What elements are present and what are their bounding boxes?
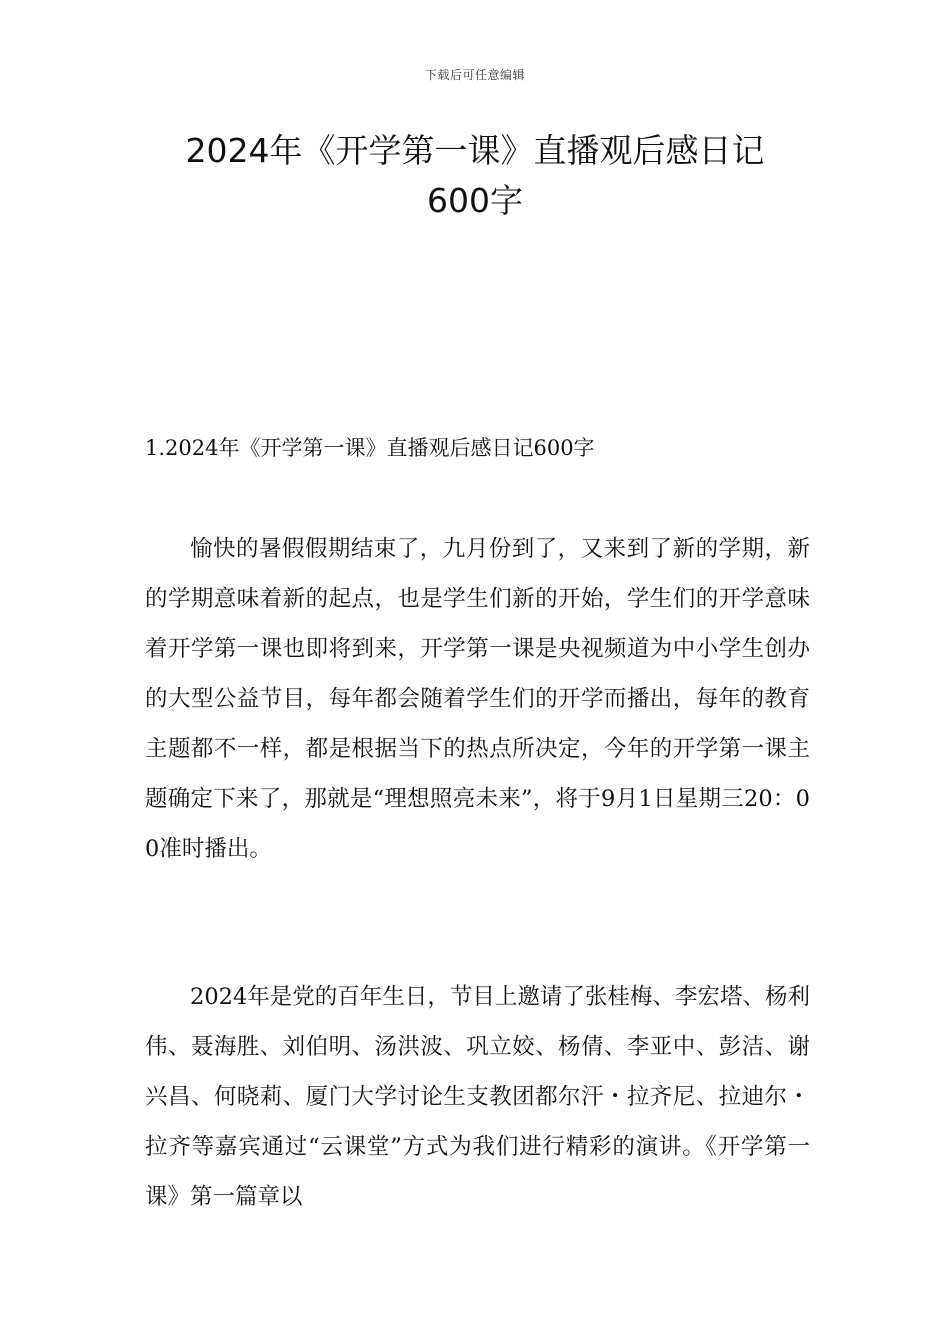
- page-title: [120, 126, 830, 226]
- section-heading: 1.2024年《开学第一课》直播观后感日记600字: [145, 436, 595, 460]
- body-paragraph-2: 2024年是党的百年生日，节目上邀请了张桂梅、李宏塔、杨利伟、聂海胜、刘伯明、汤洪波、巩立姣、杨倩、李亚中、彭洁、谢兴昌、何晓莉、厦门大学讨论生支教团都尔汗・拉齐尼、拉迪尔・拉齐等嘉宾通过“云课堂”方式为我们进行精彩的演讲。《开学第一课》第一篇章以: [145, 984, 810, 1210]
- header-note: 下载后可任意编辑: [424, 68, 525, 82]
- page-title-line-2: 600字: [427, 181, 523, 220]
- body-paragraph-1: 愉快的暑假假期结束了，九月份到了，又来到了新的学期，新的学期意味着新的起点，也是学生们新的开始，学生们的开学意味着开学第一课也即将到来，开学第一课是央视频道为中小学生创办的大型公益节目，每年都会随着学生们的开学而播出，每年的教育主题都不一样，都是根据当下的热点所决定，今年的开学第一课主题确定下来了，那就是“理想照亮未来”，将于9月1日星期三20：00准时播出。: [145, 536, 810, 862]
- page-title-line-1: 2024年《开学第一课》直播观后感日记: [185, 131, 765, 170]
